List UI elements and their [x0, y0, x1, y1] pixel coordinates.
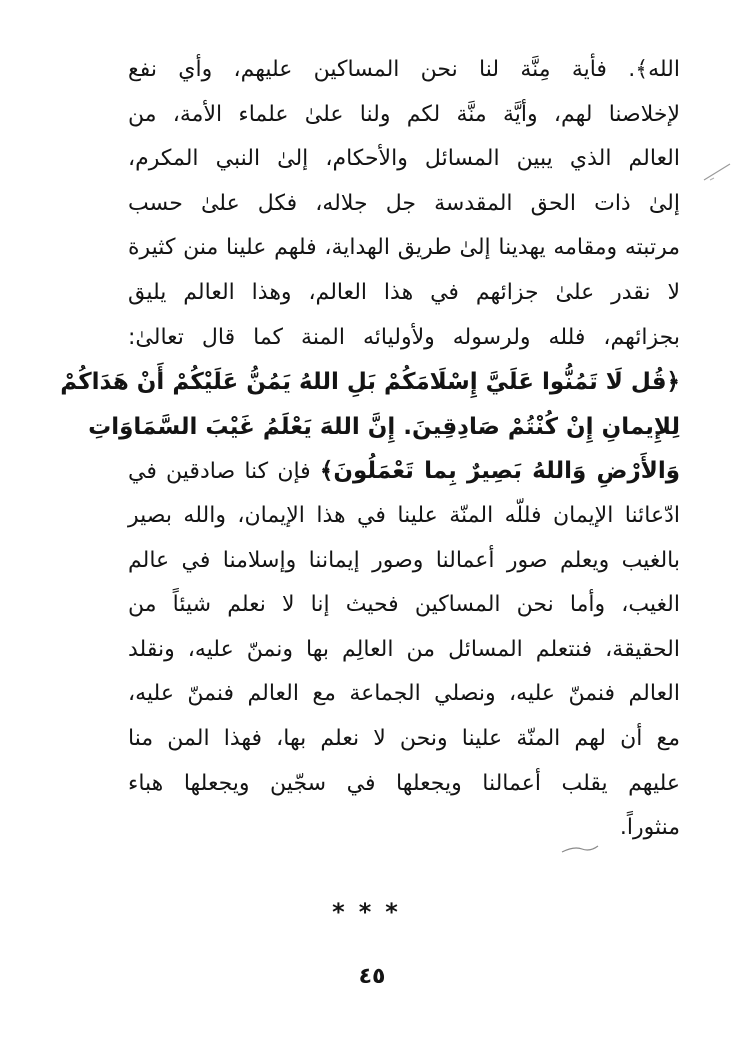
quran-verse-end: وَالأَرْضِ وَاللهُ بَصِيرٌ بِما تَعْمَلُونَ﴾ [319, 458, 681, 485]
text-line: بالغيب ويعلم صور أعمالنا وصور إيماننا وإسلامنا في عالم [128, 547, 680, 573]
body-text [60, 48, 681, 851]
text-line: بجزائهم، فلله ولرسوله ولأوليائه المنة كما قال تعالىٰ: [128, 324, 680, 350]
text-line: الغيب، وأما نحن المساكين فحيث إنا لا نعلم شيئاً من [128, 592, 680, 618]
text-line: عليهم يقلب أعمالنا ويجعلها في سجّين ويجعلها هباء [128, 770, 680, 796]
mixed-line [128, 449, 680, 494]
text-line: مرتبته ومقامه يهدينا إلىٰ طريق الهداية، فلهم علينا منن كثيرة [128, 235, 680, 261]
text-line: العالم فنمنّ عليه، ونصلي الجماعة مع العالم فنمنّ عليه، [128, 681, 680, 707]
text-line: الله﴾. فأية مِنَّة لنا نحن المساكين عليهم، وأي نفع [128, 57, 680, 82]
text-line: الحقيقة، فنتعلم المسائل من العالِم بها ونمنّ عليه، ونقلد [128, 636, 680, 662]
quran-verse-line: ﴿قُل لَا تَمُنُّوا عَلَيَّ إِسْلَامَكُمْ بَلِ اللهُ يَمُنُّ عَلَيْكُمْ أَنْ هَدَاكُمْ [60, 369, 680, 396]
text-span: فإن كنا صادقين في [128, 459, 311, 485]
text-line: منثوراً. [619, 815, 680, 841]
text-line: لإخلاصنا لهم، وأيَّة منَّة لكم ولنا علىٰ علماء الأمة، من [128, 101, 680, 127]
text-line: لا نقدر علىٰ جزائهم في هذا العالم، وهذا العالم يليق [128, 279, 680, 305]
text-line: العالم الذي يبين المسائل والأحكام، إلىٰ النبي المكرم، [128, 146, 680, 172]
margin-pen-mark [700, 160, 734, 184]
end-pen-mark [560, 840, 600, 856]
text-line: إلىٰ ذات الحق المقدسة جل جلاله، فكل علىٰ حسب [128, 190, 680, 216]
quran-verse-line: لِلإِيمانِ إِنْ كُنْتُمْ صَادِقِينَ. إِنَّ اللهَ يَعْلَمُ غَيْبَ السَّمَاوَاتِ [88, 413, 680, 440]
page-number: ٤٥ [358, 964, 386, 989]
text-line: ادّعائنا الإيمان فللّه المنّة علينا في هذا الإيمان، والله بصير [128, 502, 680, 528]
section-separator: *** [332, 898, 412, 926]
text-line: مع أن لهم المنّة علينا ونحن لا نعلم بها، فهذا المن منا [128, 725, 680, 751]
